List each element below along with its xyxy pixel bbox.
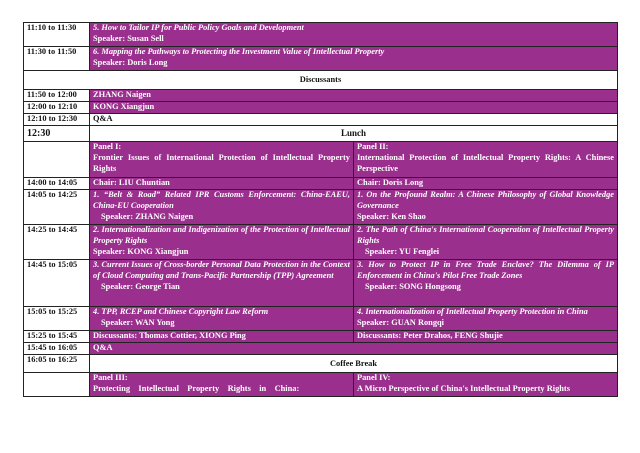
time-cell: 12:10 to 12:30: [24, 114, 90, 126]
session-cell-right: [354, 260, 618, 307]
panel-2-title: International Protection of Intellectual Property Rights: A Chinese Perspective: [357, 152, 614, 173]
session-speaker: Speaker: Susan Sell: [93, 33, 164, 43]
time-cell: 15:25 to 15:45: [24, 331, 90, 343]
panel-1-cell: [90, 142, 354, 178]
panel-3-cell: [90, 373, 354, 397]
panel-4-label: Panel IV:: [357, 373, 391, 382]
session-cell-left: [90, 190, 354, 225]
discussant-name: KONG Xiangjun: [90, 102, 618, 114]
chair-right: Chair: Doris Long: [354, 178, 618, 190]
discussants-left: Discussants: Thomas Cottier, XIONG Ping: [90, 331, 354, 343]
table-row: [24, 373, 618, 397]
table-row: [24, 343, 618, 355]
chair-left: Chair: LIU Chuntian: [90, 178, 354, 190]
panel-2-label: Panel II:: [357, 142, 389, 151]
session-title: 2. Internationalization and Indigenization of the Protection of Intellectual Property Rights: [93, 225, 350, 245]
session-speaker: Speaker: YU Fenglei: [365, 246, 440, 256]
table-row: [24, 90, 618, 102]
session-cell-right: [354, 225, 618, 260]
table-row: [24, 307, 618, 331]
session-speaker: Speaker: ZHANG Naigen: [101, 211, 194, 221]
qa-cell: Q&A: [90, 114, 618, 126]
panel-1-label: Panel I:: [93, 142, 122, 151]
session-cell-left: [90, 307, 354, 331]
agenda-document: [23, 22, 617, 397]
time-cell: 16:05 to 16:25: [24, 355, 90, 373]
session-cell-right: [354, 307, 618, 331]
time-cell: 11:50 to 12:00: [24, 90, 90, 102]
table-row: [24, 47, 618, 71]
session-cell: [90, 47, 618, 71]
section-header-discussants: Discussants: [24, 71, 618, 90]
session-speaker: Speaker: KONG Xiangjun: [93, 246, 189, 256]
discussants-right: Discussants: Peter Drahos, FENG Shujie: [354, 331, 618, 343]
table-row: [24, 142, 618, 178]
time-cell: 14:45 to 15:05: [24, 260, 90, 307]
panel-3-title: Protecting Intellectual Property Rights in China:: [93, 383, 300, 393]
qa-cell: Q&A: [90, 343, 618, 355]
table-row: [24, 260, 618, 307]
table-row: [24, 331, 618, 343]
table-row: [24, 126, 618, 142]
session-title: 6. Mapping the Pathways to Protecting the Investment Value of Intellectual Property: [93, 47, 385, 56]
table-row: [24, 71, 618, 90]
session-title: 1. On the Profound Realm: A Chinese Philosophy of Global Knowledge Governance: [357, 190, 614, 210]
session-cell: [90, 23, 618, 47]
discussant-name: ZHANG Naigen: [90, 90, 618, 102]
session-title: 1. “Belt & Road” Related IPR Customs Enforcement: China-EAEU, China-EU Cooperation: [93, 190, 350, 210]
session-cell-left: [90, 225, 354, 260]
session-speaker: Speaker: Doris Long: [93, 57, 168, 67]
agenda-table: [23, 22, 618, 397]
panel-4-cell: [354, 373, 618, 397]
session-title: 3. Current Issues of Cross-border Personal Data Protection in the Context of Cloud Computing and Trans-Pacific Partnership (TPP) Agreement: [93, 260, 350, 280]
time-cell: 12:00 to 12:10: [24, 102, 90, 114]
session-title: 2. The Path of China's International Cooperation of Intellectual Property Rights: [357, 225, 614, 245]
time-cell: 15:45 to 16:05: [24, 343, 90, 355]
time-cell: 11:10 to 11:30: [24, 23, 90, 47]
time-cell: 14:00 to 14:05: [24, 178, 90, 190]
coffee-break-label: Coffee Break: [90, 355, 618, 373]
table-row: [24, 190, 618, 225]
table-row: [24, 102, 618, 114]
time-cell: 12:30: [24, 126, 90, 142]
time-cell: 14:25 to 14:45: [24, 225, 90, 260]
table-row: [24, 23, 618, 47]
session-speaker: Speaker: Ken Shao: [357, 211, 426, 221]
session-speaker: Speaker: SONG Hongsong: [365, 281, 461, 291]
session-cell-right: [354, 190, 618, 225]
session-cell-left: [90, 260, 354, 307]
session-speaker: Speaker: WAN Yong: [101, 317, 175, 327]
session-title: 5. How to Tailor IP for Public Policy Goals and Development: [93, 23, 304, 32]
panel-3-label: Panel III:: [93, 373, 128, 382]
session-title: 4. TPP, RCEP and Chinese Copyright Law Reform: [93, 307, 269, 316]
session-title: 4. Internationalization of Intellectual Property Protection in China: [357, 307, 588, 316]
time-cell-empty: [24, 373, 90, 397]
time-cell: 15:05 to 15:25: [24, 307, 90, 331]
session-speaker: Speaker: GUAN Rongqi: [357, 317, 445, 327]
time-cell: 11:30 to 11:50: [24, 47, 90, 71]
table-row: [24, 114, 618, 126]
table-row: [24, 178, 618, 190]
time-cell-empty: [24, 142, 90, 178]
session-speaker: Speaker: George Tian: [101, 281, 180, 291]
panel-1-title: Frontier Issues of International Protection of Intellectual Property Rights: [93, 152, 350, 173]
session-title: 3. How to Protect IP in Free Trade Enclave? The Dilemma of IP Enforcement in China's Pilot Free Trade Zones: [357, 260, 614, 280]
time-cell: 14:05 to 14:25: [24, 190, 90, 225]
table-row: [24, 225, 618, 260]
table-row: [24, 355, 618, 373]
lunch-label: Lunch: [90, 126, 618, 142]
panel-2-cell: [354, 142, 618, 178]
panel-4-title: A Micro Perspective of China's Intellectual Property Rights: [357, 383, 570, 393]
